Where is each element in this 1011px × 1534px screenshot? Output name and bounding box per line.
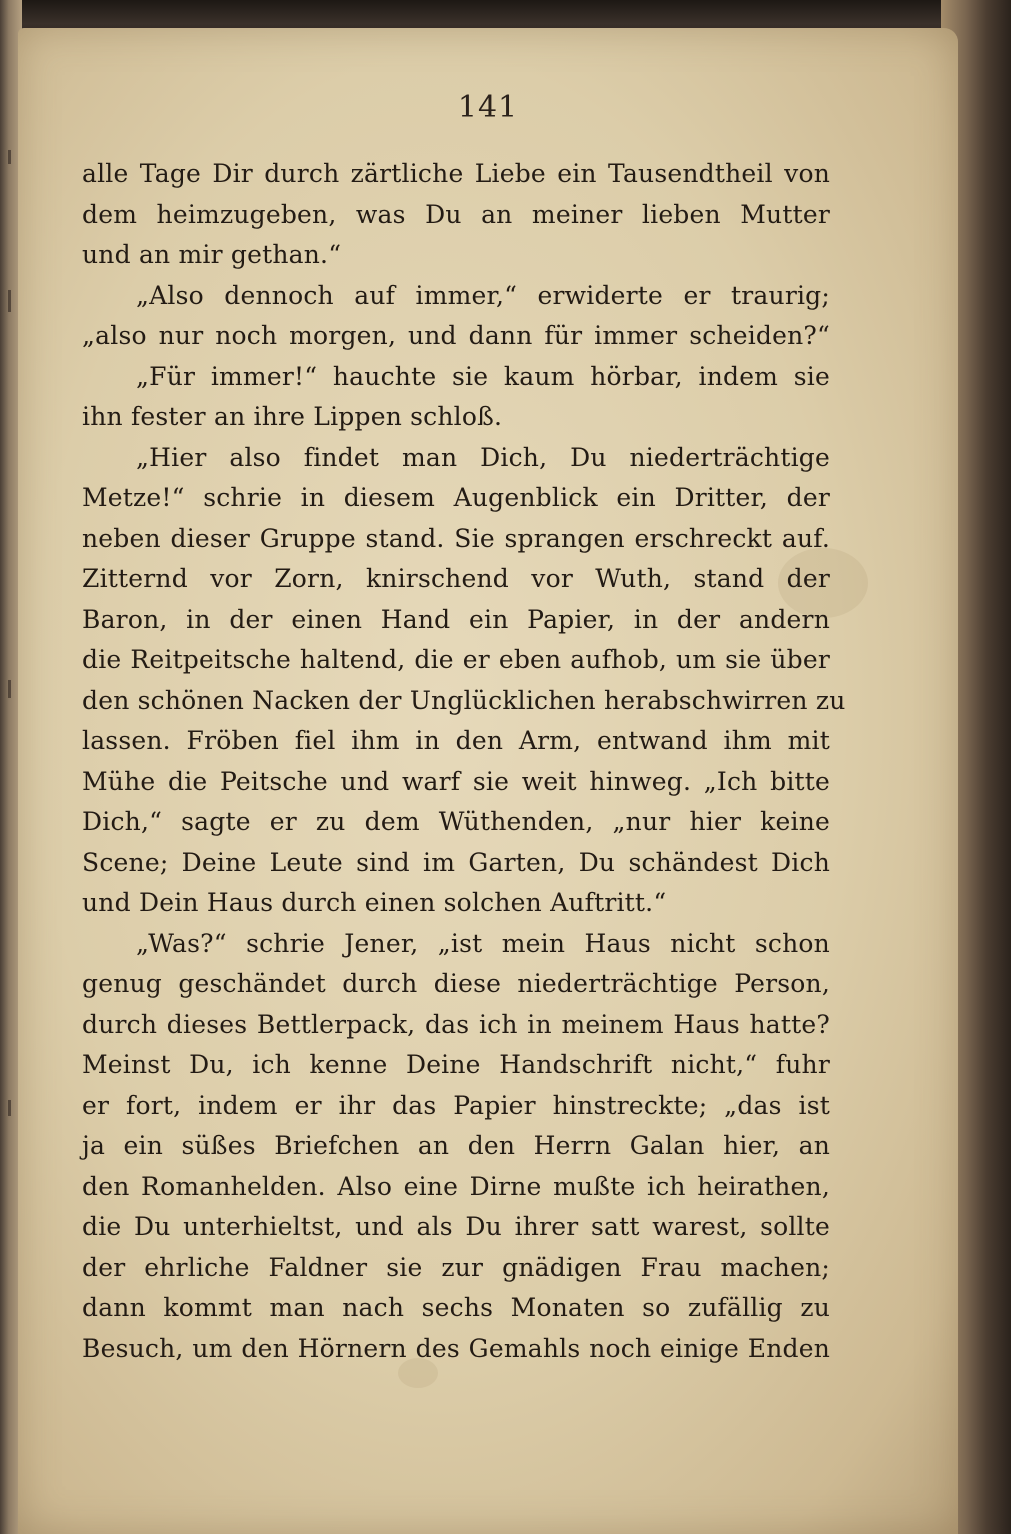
book-page <box>18 28 958 1534</box>
text-line: Metze!“ schrie in diesem Augenblick ein Dritter, der <box>82 483 830 512</box>
text-line: Mühe die Peitsche und warf sie weit hinweg. „Ich bitte <box>82 766 830 796</box>
text-line: ja ein süßes Briefchen an den Herrn Galan hier, an <box>82 1131 830 1160</box>
text-line: genug geschändet durch diese niederträchtige Person, <box>82 969 830 998</box>
text-line: lassen. Fröben fiel ihm in den Arm, entwand ihm mit <box>82 726 830 755</box>
binding-marks <box>0 0 22 1534</box>
text-line: die Du unterhieltst, und als Du ihrer satt warest, sollte <box>82 1212 830 1241</box>
text-line: und Dein Haus durch einen solchen Auftritt.“ <box>82 888 667 917</box>
text-line: die Reitpeitsche haltend, die er eben aufhob, um sie über <box>82 645 830 674</box>
text-line: den schönen Nacken der Unglücklichen herabschwirren zu <box>82 685 846 715</box>
text-line: dann kommt man nach sechs Monaten so zufällig zu <box>82 1293 830 1322</box>
text-line: alle Tage Dir durch zärtliche Liebe ein Tausendtheil von <box>82 159 830 188</box>
text-line: durch dieses Bettlerpack, das ich in meinem Haus hatte? <box>82 1009 830 1039</box>
text-line: neben dieser Gruppe stand. Sie sprangen erschreckt auf. <box>82 523 830 553</box>
text-line: der ehrliche Faldner sie zur gnädigen Frau machen; <box>82 1252 830 1282</box>
text-line: ihn fester an ihre Lippen schloß. <box>82 402 503 431</box>
page-number: 141 <box>457 90 519 125</box>
text-line: „Was?“ schrie Jener, „ist mein Haus nicht schon <box>136 928 830 958</box>
text-line: „Also dennoch auf immer,“ erwiderte er traurig; <box>136 280 830 310</box>
text-line: dem heimzugeben, was Du an meiner lieben Mutter <box>82 199 830 229</box>
text-line: Scene; Deine Leute sind im Garten, Du schändest Dich <box>82 847 830 877</box>
text-line: Meinst Du, ich kenne Deine Handschrift nicht,“ fuhr <box>82 1050 830 1079</box>
text-line: „Hier also findet man Dich, Du niederträchtige <box>136 442 830 472</box>
text-line: „also nur noch morgen, und dann für immer scheiden?“ <box>82 321 830 350</box>
text-line: und an mir gethan.“ <box>82 240 342 269</box>
text-line: den Romanhelden. Also eine Dirne mußte ich heirathen, <box>82 1171 830 1201</box>
text-line: „Für immer!“ hauchte sie kaum hörbar, indem sie <box>136 361 830 391</box>
text-line: Besuch, um den Hörnern des Gemahls noch einige Enden <box>82 1333 830 1363</box>
body-text <box>82 154 846 1369</box>
text-line: er fort, indem er ihr das Papier hinstreckte; „das ist <box>82 1090 830 1120</box>
text-line: Baron, in der einen Hand ein Papier, in der andern <box>82 604 830 634</box>
text-line: Zitternd vor Zorn, knirschend vor Wuth, stand der <box>82 564 830 593</box>
text-line: Dich,“ sagte er zu dem Wüthenden, „nur hier keine <box>82 807 830 836</box>
